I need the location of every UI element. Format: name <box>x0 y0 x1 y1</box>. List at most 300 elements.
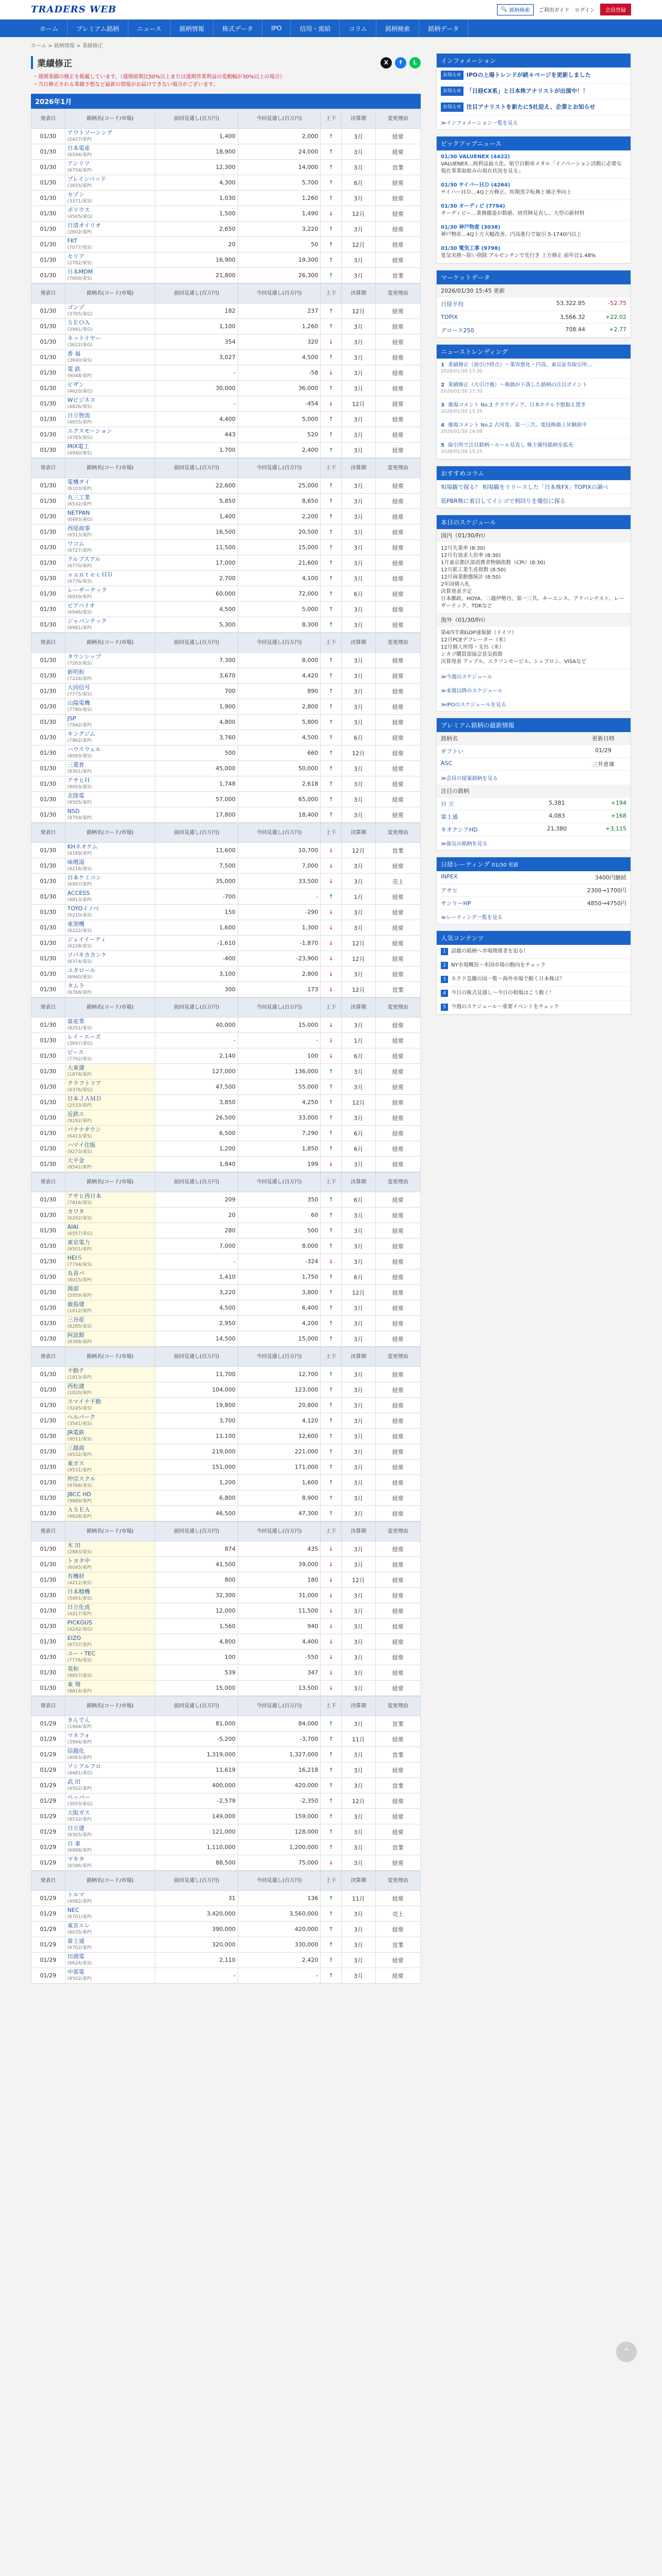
stock-name-link[interactable]: タウンシップ <box>67 653 102 660</box>
stock-name-link[interactable]: 田淵電 <box>67 1953 85 1960</box>
stock-name-link[interactable]: 西尾商事 <box>67 525 90 532</box>
stock-name-link[interactable]: JSP <box>67 715 76 722</box>
stock-name-link[interactable]: レーザーテック <box>67 587 107 594</box>
stock-name-link[interactable]: 東京エレ <box>67 1922 90 1929</box>
stock-name-link[interactable]: スマイナ不動 <box>67 1398 102 1405</box>
stock-code: (6374/東S) <box>67 959 92 964</box>
nav-stock-list[interactable]: 銘柄データ <box>419 20 468 37</box>
fiscal-period-cell: 3月 <box>341 807 375 823</box>
stock-name-link[interactable]: 大阪ガス <box>67 1809 90 1816</box>
popular-content-item[interactable] <box>437 945 631 959</box>
login-link[interactable]: ログイン <box>574 8 595 13</box>
current-forecast-cell: 221,000 <box>238 1444 320 1460</box>
stock-name-link[interactable]: ユタロール <box>67 967 96 974</box>
stock-name-link[interactable]: JR電鉄 <box>67 1429 85 1436</box>
date-cell: 01/30 <box>31 175 65 191</box>
stock-name-link[interactable]: MIX電工 <box>67 443 89 450</box>
stock-name-link[interactable]: 日清オイリオ <box>67 222 101 229</box>
stock-name-link[interactable]: 東朋機 <box>67 921 85 927</box>
date-cell: 01/29 <box>31 1937 65 1953</box>
news-title[interactable]: 業績修正（大引け後）～株価が下落した銘柄の注目ポイント <box>448 382 587 388</box>
stock-name-link[interactable]: ＳＥＯＡ <box>67 319 90 326</box>
news-item[interactable] <box>437 439 631 459</box>
stock-name-link[interactable]: 日 東 <box>67 1840 81 1847</box>
revision-type-cell: 営業 <box>375 1937 421 1953</box>
stock-name-link[interactable]: ユー・TEC <box>67 1650 95 1657</box>
stock-name-link[interactable]: 鹿島建 <box>67 1301 85 1308</box>
stock-code: (8285/東S) <box>67 1324 92 1329</box>
guide-link[interactable]: ご利用ガイド <box>538 8 570 13</box>
stock-name-link[interactable]: HEIＳ <box>67 1255 83 1261</box>
stock-code: (4620/東G) <box>67 389 93 394</box>
revision-type-cell: 経常 <box>375 1239 421 1254</box>
stock-name-link[interactable]: ヘルパーク <box>67 1414 95 1420</box>
fiscal-period-cell: 3月 <box>341 684 375 699</box>
rec-column-link[interactable]: 低PBR株に着目してイシゴで利回りを優位に探る <box>437 494 631 508</box>
date-cell: 01/30 <box>31 1239 65 1254</box>
fiscal-period-cell: 3月 <box>341 509 375 524</box>
table-row <box>31 1572 421 1588</box>
stock-name-cell <box>65 1018 155 1033</box>
date-cell: 01/30 <box>31 1141 65 1157</box>
info-more-link[interactable]: ≫インフォメーション一覧を見る <box>441 121 518 126</box>
rating-row[interactable]: INPEX 3400円継続 <box>437 871 631 884</box>
revision-type-cell: 経常 <box>375 1732 421 1747</box>
stock-name-link[interactable]: 木 田 <box>67 1542 81 1549</box>
stock-code: (4082/東P) <box>67 1899 92 1904</box>
revision-type-cell: 経常 <box>375 1541 421 1557</box>
pickup-news-item[interactable] <box>437 150 631 179</box>
news-item[interactable] <box>437 379 631 399</box>
stock-name-link[interactable]: 新明和 <box>67 669 85 675</box>
stock-name-cell <box>65 1778 155 1793</box>
direction-cell: ↑ <box>321 1269 342 1285</box>
current-forecast-cell: 13,500 <box>238 1681 320 1696</box>
stock-name-cell <box>65 1079 155 1095</box>
watch-stock-row[interactable] <box>437 823 631 836</box>
fiscal-period-cell: 3月 <box>341 653 375 668</box>
stock-name-link[interactable]: ピアバイオ <box>67 602 95 609</box>
stock-name-link[interactable]: 東ガス <box>67 1460 85 1467</box>
fiscal-period-cell: 3月 <box>341 1855 375 1871</box>
stock-name-link[interactable]: ジャパンテック <box>67 618 107 624</box>
stock-name-cell <box>65 571 155 586</box>
rating-row[interactable]: アサヒ 2300→1700円 <box>437 884 631 897</box>
stock-name-link[interactable]: NSD <box>67 808 80 815</box>
popular-content-item[interactable] <box>437 959 631 973</box>
popular-content-item[interactable] <box>437 987 631 1001</box>
popular-rank: 3 <box>441 976 448 983</box>
nav-home[interactable]: ホーム <box>31 20 68 37</box>
direction-cell: ↓ <box>321 206 342 222</box>
stock-name-link[interactable]: 仲宗スクル <box>67 1476 96 1482</box>
date-cell: 01/30 <box>31 365 65 381</box>
stock-name-link[interactable]: ピース <box>67 1049 84 1056</box>
current-forecast-cell: 8,300 <box>238 617 320 633</box>
stock-name-link[interactable]: 三谷産 <box>67 1316 85 1323</box>
stock-name-link[interactable]: レイ・エーズ <box>67 1033 101 1040</box>
fiscal-period-cell: 3月 <box>341 1398 375 1413</box>
stock-name-link[interactable]: NETPAN <box>67 510 90 516</box>
stock-name-cell <box>65 350 155 365</box>
stock-name-cell <box>65 540 155 555</box>
revision-type-cell: 経常 <box>375 1650 421 1665</box>
register-button[interactable]: 会員登録 <box>600 4 631 15</box>
direction-cell: ↑ <box>321 1429 342 1444</box>
news-title[interactable]: 後場コメント No.3 クラウディア、日本ホテル予想据え置き <box>448 402 586 408</box>
stock-name-link[interactable]: ハウスウェル <box>67 746 101 753</box>
direction-cell: ↑ <box>321 1316 342 1331</box>
table-header-row <box>31 1697 421 1716</box>
table-row <box>31 1506 421 1521</box>
stock-name-link[interactable]: タムラ <box>67 982 85 989</box>
stock-name-link[interactable]: アサヒＨ <box>67 777 90 784</box>
revision-type-cell: 経常 <box>375 1192 421 1208</box>
stock-name-link[interactable]: 近鉄エ <box>67 1111 85 1117</box>
stock-name-link[interactable]: アルプスアル <box>67 556 101 563</box>
direction-cell: ↑ <box>321 1937 342 1953</box>
table-row <box>31 1634 421 1650</box>
revision-type-cell: 経常 <box>375 586 421 602</box>
pickup-news-item[interactable] <box>437 242 631 263</box>
stock-name-link[interactable]: 大平金 <box>67 1157 85 1164</box>
news-title[interactable]: 業績修正（前引け時点）～業容悪化・円高、東京証券取引所… <box>448 362 592 368</box>
popular-title: ネクド急騰の国一覧～海外市場で動く日本株は？ <box>451 976 565 982</box>
x-share-icon[interactable]: X <box>380 57 392 69</box>
watch-stock-name: 日 立 <box>441 801 454 807</box>
schedule-week-link[interactable]: ≫今週のスケジュール <box>441 674 492 680</box>
stock-name-link[interactable]: EIZO <box>67 1635 81 1641</box>
direction-cell: ↑ <box>321 1840 342 1855</box>
revision-type-cell: 経常 <box>375 653 421 668</box>
column-header-name: 銘柄名(コード/市場) <box>65 823 155 843</box>
stock-code: (9003/東S) <box>67 785 92 790</box>
stock-name-link[interactable]: トルマ <box>67 1891 85 1898</box>
stock-name-link[interactable]: 三菱倉 <box>67 761 85 768</box>
market-row[interactable] <box>437 324 631 337</box>
stock-name-link[interactable]: 東 翔 <box>67 1681 81 1688</box>
date-cell: 01/30 <box>31 555 65 571</box>
stock-code: (6210/東S) <box>67 913 92 918</box>
stock-name-link[interactable]: ポリウス <box>67 207 90 213</box>
date-cell: 01/30 <box>31 874 65 889</box>
info-item[interactable]: お知らせ IPOの上場トレンドが続々ページを更新しました <box>437 67 631 83</box>
table-row <box>31 540 421 555</box>
stock-code: (6981/東P) <box>67 625 92 631</box>
rating-more-link[interactable]: ≫レーティング一覧を見る <box>441 915 503 921</box>
column-header-date: 発表日 <box>31 284 65 303</box>
date-cell: 01/30 <box>31 745 65 761</box>
pickup-news-item[interactable] <box>437 221 631 242</box>
stock-name-link[interactable]: アウトソーシング <box>67 129 112 136</box>
fiscal-period-cell: 3月 <box>341 1603 375 1619</box>
stock-name-link[interactable]: 日立物流 <box>67 412 90 419</box>
stock-name-link[interactable]: ネットイヤー <box>67 335 102 342</box>
stock-name-link[interactable]: ソバキカカンケ <box>67 952 107 958</box>
fiscal-period-cell: 3月 <box>341 1110 375 1126</box>
popular-content-item[interactable] <box>437 1001 631 1014</box>
stock-name-link[interactable]: 日立化成 <box>67 1604 90 1611</box>
stock-code: (7077/東S) <box>67 245 92 250</box>
revision-type-cell: 経常 <box>375 1490 421 1506</box>
stock-name-link[interactable]: ACCESS <box>67 890 90 896</box>
stock-code: (3655/東P) <box>67 183 92 189</box>
stock-name-link[interactable]: ハマイ住販 <box>67 1142 96 1148</box>
stock-name-link[interactable]: トヨタ中 <box>67 1557 90 1564</box>
stock-name-link[interactable]: クラフトリア <box>67 1080 102 1087</box>
news-item[interactable] <box>437 419 631 439</box>
stock-name-link[interactable]: PICKGUS <box>67 1619 92 1626</box>
stock-name-cell <box>65 843 155 858</box>
stock-name-link[interactable]: 信越化 <box>67 1748 85 1754</box>
stock-name-cell <box>65 1716 155 1732</box>
nav-ipo[interactable]: IPO <box>262 20 291 37</box>
previous-forecast-cell: 443 <box>155 427 238 443</box>
quick-more-link[interactable]: ≫強気の銘柄を見る <box>441 841 488 847</box>
fiscal-period-cell: 3月 <box>341 792 375 807</box>
nav-news[interactable]: ニュース <box>128 20 171 37</box>
nav-stock-search[interactable]: 銘柄検索 <box>376 20 419 37</box>
column-header-dir: 上下 <box>321 1347 342 1367</box>
stock-name-cell <box>65 982 155 997</box>
revision-type-cell: 経常 <box>375 494 421 509</box>
stock-name-link[interactable]: FKT <box>67 238 77 244</box>
rating-row[interactable]: サンリーHP 4850→4750円 <box>437 897 631 910</box>
date-cell: 01/29 <box>31 1922 65 1937</box>
current-forecast-cell: -1,870 <box>238 936 320 951</box>
stock-name-link[interactable]: ペッパー <box>67 1794 90 1801</box>
date-cell: 01/30 <box>31 1681 65 1696</box>
watch-stock-price: 5,381 <box>549 800 565 806</box>
date-cell: 01/30 <box>31 1331 65 1347</box>
stock-code: (2782/東S) <box>67 261 92 266</box>
stock-name-link[interactable]: きんでん <box>67 1717 90 1723</box>
fiscal-period-cell: 3月 <box>341 160 375 175</box>
stock-name-cell <box>65 1572 155 1588</box>
schedule-next-link[interactable]: ≫来週以降のスケジュール <box>441 688 503 694</box>
stock-name-link[interactable]: アサヒ西日本 <box>67 1193 102 1199</box>
direction-cell: ↑ <box>321 509 342 524</box>
stock-name-link[interactable]: 電 鉄 <box>67 366 81 372</box>
premium-more-link[interactable]: ≫会員の提案銘柄を見る <box>441 776 498 782</box>
previous-forecast-cell: 3,700 <box>155 1413 238 1429</box>
previous-forecast-cell: 21,800 <box>155 268 238 283</box>
news-item[interactable] <box>437 399 631 419</box>
stock-name-link[interactable]: 日本ケミコン <box>67 874 102 881</box>
column-header-fy: 決算期 <box>341 109 375 129</box>
stock-name-link[interactable]: Wビジネス <box>67 397 96 403</box>
premium-row[interactable]: ギフトい 01/29 <box>437 745 631 758</box>
revision-type-cell: 経常 <box>375 222 421 237</box>
stock-name-link[interactable]: アンリツ <box>67 160 90 167</box>
market-row[interactable] <box>437 297 631 311</box>
stock-name-link[interactable]: マネフォ <box>67 1732 90 1739</box>
stock-name-link[interactable]: セリア <box>67 253 85 260</box>
stock-name-link[interactable]: AIAI <box>67 1224 79 1230</box>
facebook-share-icon[interactable]: f <box>395 57 406 69</box>
stock-name-link[interactable]: 東京電力 <box>67 1239 90 1246</box>
stock-name-link[interactable]: ジェイイーティ <box>67 936 106 943</box>
stock-name-cell <box>65 144 155 160</box>
stock-name-link[interactable]: 中部電 <box>67 1969 85 1975</box>
fiscal-period-cell: 3月 <box>341 967 375 982</box>
column-header-dir: 上下 <box>321 1697 342 1716</box>
stock-name-link[interactable]: 岡部 <box>67 1285 79 1292</box>
revision-type-cell: 経常 <box>375 792 421 807</box>
stock-name-link[interactable]: 香 福 <box>67 350 81 357</box>
watch-stock-change: +3,115 <box>605 825 626 832</box>
direction-cell: ↑ <box>321 617 342 633</box>
fiscal-period-cell: 12月 <box>341 1285 375 1300</box>
pickup-news-item[interactable] <box>437 179 631 200</box>
table-header-row <box>31 823 421 843</box>
stock-code: (3371/東S) <box>67 199 92 204</box>
stock-name-link[interactable]: NEC <box>67 1907 79 1913</box>
pickup-news-item[interactable] <box>437 200 631 221</box>
site-logo[interactable]: TRADERS WEB <box>31 4 117 15</box>
stock-name-link[interactable]: ブレインパッド <box>67 176 106 182</box>
current-forecast-cell: 5,800 <box>238 715 320 730</box>
watch-stock-row[interactable] <box>437 798 631 810</box>
stock-name-link[interactable]: 西松建 <box>67 1383 85 1389</box>
schedule-ipo-link[interactable]: ≫IPOのスケジュールを見る <box>441 702 506 708</box>
fiscal-period-cell: 6月 <box>341 1141 375 1157</box>
premium-row[interactable]: ASC 三井倉庫 <box>437 758 631 771</box>
market-row[interactable] <box>437 311 631 324</box>
direction-cell: ↓ <box>321 920 342 936</box>
stock-name-link[interactable]: ワコム <box>67 540 85 547</box>
news-title[interactable]: 後場コメント No.2 古河電、第一三共、電技株価上昇継続中 <box>448 422 587 428</box>
stock-name-link[interactable]: カワタ <box>67 1208 85 1215</box>
current-forecast-cell: 136,000 <box>238 1064 320 1079</box>
stock-name-link[interactable]: 三越商 <box>67 1445 85 1451</box>
current-forecast-cell: 8,000 <box>238 653 320 668</box>
revision-type-cell: 経常 <box>375 237 421 252</box>
stock-name-link[interactable]: 英和 <box>67 1666 79 1672</box>
direction-cell: ↑ <box>321 602 342 617</box>
previous-forecast-cell: 4,500 <box>155 602 238 617</box>
month-heading: 2026年1月 <box>31 94 421 109</box>
stock-name-link[interactable]: 日本精機 <box>67 1588 90 1595</box>
date-cell: 01/30 <box>31 586 65 602</box>
stock-name-link[interactable]: JBCC HD <box>67 1491 91 1498</box>
nav-premium[interactable]: プレミアム銘柄 <box>68 20 128 37</box>
stock-name-link[interactable]: 日本ＪＡＭＤ <box>67 1095 102 1102</box>
nav-column[interactable]: コラム <box>340 20 376 37</box>
stock-name-cell <box>65 1110 155 1126</box>
date-cell: 01/29 <box>31 1732 65 1747</box>
stock-name-cell <box>65 237 155 252</box>
nav-stock-info[interactable]: 銘柄情報 <box>171 20 213 37</box>
nav-margin[interactable]: 信用・需給 <box>291 20 340 37</box>
table-row <box>31 1460 421 1475</box>
news-title[interactable]: 取引所で注目銘柄～ルール見直し 株主優待銘柄を拡充 <box>448 443 573 448</box>
previous-forecast-cell: 41,500 <box>155 1557 238 1572</box>
fiscal-period-cell: 3月 <box>341 144 375 160</box>
stock-name-link[interactable]: 武 田 <box>67 1778 81 1785</box>
fiscal-period-cell: 3月 <box>341 381 375 396</box>
stock-name-link[interactable]: 阿波銀 <box>67 1332 85 1338</box>
stock-search-button[interactable]: 🔍 銘柄検索 <box>497 4 533 15</box>
stock-name-link[interactable]: 不動テ <box>67 1367 85 1374</box>
stock-name-link[interactable]: 富士通 <box>67 1938 85 1944</box>
date-cell: 01/30 <box>31 1300 65 1316</box>
date-cell: 01/30 <box>31 129 65 144</box>
current-forecast-cell: 4,500 <box>238 730 320 745</box>
current-forecast-cell: 8,000 <box>238 1239 320 1254</box>
rec-column-link[interactable]: 相場観で探る？ 相場観をリリースした「日本株FX」TOPIXの調べ <box>437 480 631 494</box>
scroll-to-top-button[interactable] <box>616 2342 637 2362</box>
popular-content-item[interactable] <box>437 973 631 987</box>
stock-name-link[interactable]: 電機ダイ <box>67 479 90 485</box>
stock-name-link[interactable]: 富産業 <box>67 1018 85 1025</box>
info-item[interactable]: お知らせ 注目アナリストを新たに5社迎え、企業とお知らせ <box>437 99 631 115</box>
fiscal-period-cell: 3月 <box>341 1588 375 1603</box>
stock-name-link[interactable]: TOYOイノベ <box>67 905 100 912</box>
table-row <box>31 858 421 874</box>
stock-name-link[interactable]: KHネオケム <box>67 843 98 850</box>
previous-forecast-cell: 100 <box>155 1650 238 1665</box>
stock-name-link[interactable]: 山陽電機 <box>67 700 90 706</box>
stock-name-link[interactable]: バナナタウン <box>67 1126 102 1133</box>
top-bar <box>0 0 662 20</box>
direction-cell: ↓ <box>321 1650 342 1665</box>
stock-name-link[interactable]: 日本MDM <box>67 268 93 275</box>
stock-name-link[interactable]: 丸善パ <box>67 1270 85 1277</box>
stock-name-link[interactable]: セゾン <box>67 191 85 198</box>
direction-cell: ↑ <box>321 761 342 776</box>
stock-name-link[interactable]: 大東建 <box>67 1064 85 1071</box>
stock-name-link[interactable]: エクスモーション <box>67 428 112 434</box>
line-share-icon[interactable]: L <box>409 57 421 69</box>
stock-name-link[interactable]: ｓａｎｔｅｃＨＤ <box>67 571 113 578</box>
fiscal-period-cell: 3月 <box>341 1157 375 1172</box>
column-header-name: 銘柄名(コード/市場) <box>65 633 155 653</box>
stock-name-link[interactable]: 大同信号 <box>67 684 90 691</box>
stock-name-link[interactable]: 日本電産 <box>67 145 90 151</box>
news-item[interactable] <box>437 359 631 379</box>
previous-forecast-cell: 7,000 <box>155 1239 238 1254</box>
info-item[interactable]: お知らせ 「日経CX系」と日本株アナリストが出演中！！ <box>437 83 631 99</box>
pickup-news-title: 01/30 サイバーＨＤ (4264) <box>441 182 510 188</box>
stock-name-link[interactable]: 味噌湯 <box>67 859 85 866</box>
stock-name-link[interactable]: マキタ <box>67 1856 85 1862</box>
nav-stock-data[interactable]: 株式データ <box>213 20 262 37</box>
stock-name-link[interactable]: 有機材 <box>67 1573 85 1580</box>
previous-forecast-cell: 1,900 <box>155 699 238 715</box>
fiscal-period-cell: 11月 <box>341 1732 375 1747</box>
news-ranking-box <box>436 344 631 460</box>
date-cell: 01/30 <box>31 1208 65 1223</box>
stock-name-link[interactable]: ビザン <box>67 381 85 388</box>
current-forecast-cell: 1,850 <box>238 1141 320 1157</box>
stock-code: (8093/東S) <box>67 754 92 759</box>
stock-name-link[interactable]: 日立建 <box>67 1825 85 1832</box>
stock-name-link[interactable]: ソシアルフロ <box>67 1763 102 1770</box>
stock-name-link[interactable]: ゴンゾ <box>67 304 85 311</box>
watch-stock-row[interactable] <box>437 810 631 823</box>
previous-forecast-cell: 874 <box>155 1541 238 1557</box>
fiscal-period-cell: 3月 <box>341 427 375 443</box>
stock-name-link[interactable]: 丸三工業 <box>67 494 90 501</box>
revision-type-cell: 経常 <box>375 144 421 160</box>
stock-name-link[interactable]: キングジム <box>67 731 95 737</box>
stock-name-link[interactable]: 北陸電 <box>67 792 85 799</box>
direction-cell: ↑ <box>321 1490 342 1506</box>
stock-name-link[interactable]: ＡＳＥＡ <box>67 1506 90 1513</box>
stock-code: (7762/東S) <box>67 1057 92 1062</box>
column-header-prev: 前回見通し(百万円) <box>155 1347 238 1367</box>
